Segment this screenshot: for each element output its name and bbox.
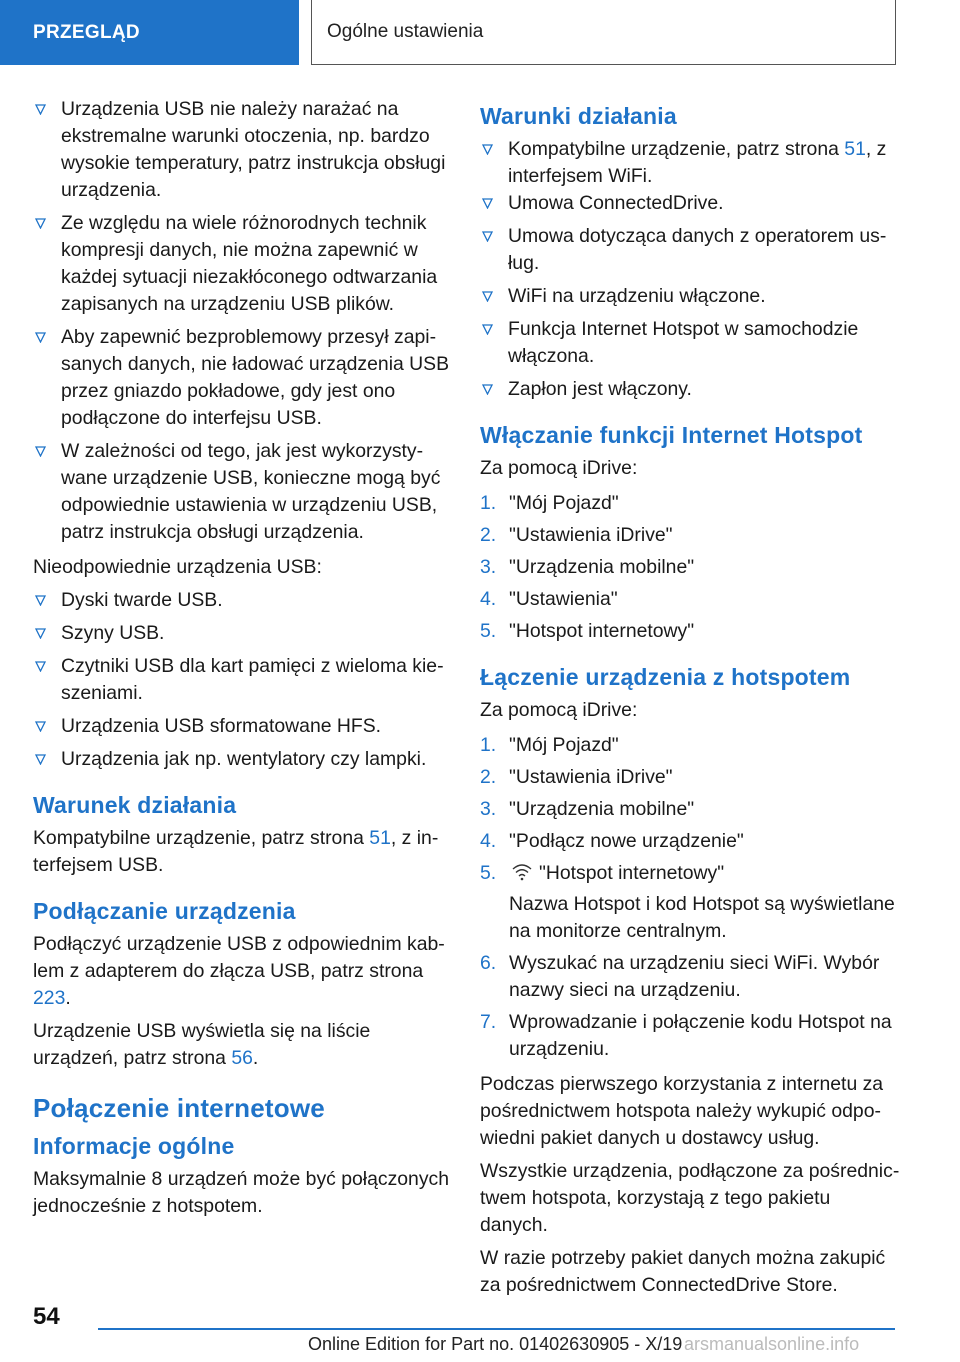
right-column [480,96,900,1305]
list-item-text: W zależności od tego, jak jest wykorzystywane urządzenie USB, konieczne mogą być odpowiednie ustawienia w urządzeniu USB, patrz instrukcja obsługi urządzenia. [61,440,441,543]
unsuitable-devices-label: Nieodpowiednie urządzenia USB: [33,556,322,578]
wifi-icon [511,863,533,881]
triangle-bullet-icon [35,595,46,606]
step-text: "Mój Pojazd" [509,734,619,756]
triangle-bullet-icon [35,218,46,229]
section-tab [0,0,299,65]
step-text: "Hotspot internetowy" [539,862,725,884]
page-link-56[interactable]: 56 [231,1047,253,1069]
cond-1-post: , z interfejsem WiFi. [508,138,887,187]
step-number: 2. [480,524,497,546]
list-item [480,223,900,277]
section-tab-label: PRZEGLĄD [33,21,140,43]
enable-steps [480,490,900,645]
topic-tab-label: Ogólne ustawienia [327,21,484,42]
connect-steps-later [480,950,900,1063]
list-item-text: Aby zapewnić bezproblemowy przesył zapisanych danych, nie ładować urządzenia USB przez gniazdo pokładowe, gdy jest ono podłączone do interfejsu USB. [61,326,450,429]
list-item [480,1009,900,1063]
display-text [33,1018,451,1072]
list-item-text: Urządzenia USB nie należy narażać na ekstremalne warunki otoczenia, np. bardzo wysokie temperatury, patrz instrukcja obsługi urządzenia. [61,98,446,201]
list-item [480,732,900,759]
list-item-text: Urządzenia jak np. wentylatory czy lampki. [61,748,427,770]
list-item [33,210,451,318]
triangle-bullet-icon [482,231,493,242]
para-data-package: Podczas pierwszego korzystania z internetu za pośrednictwem hotspota należy wykupić odpowiedni pakiet danych u dostawcy usług. [480,1073,884,1149]
list-item [33,746,451,773]
triangle-bullet-icon [482,324,493,335]
list-item [480,316,900,370]
general-info-text: Maksymalnie 8 urządzeń może być połączonych jednocześnie z hotspotem. [33,1168,450,1217]
list-item-text: Urządzenia USB sformatowane HFS. [61,715,382,737]
usb-notes-list [33,96,451,546]
list-item [480,283,900,310]
conditions-list-more [480,190,900,403]
unsuitable-devices-list [33,587,451,773]
connect-text-post: . [65,987,71,1009]
page-link-51-right[interactable]: 51 [844,138,866,160]
list-item-text: Zapłon jest włączony. [508,378,692,400]
cond-1-pre: Kompatybilne urządzenie, patrz strona [508,138,845,160]
connect-text-pre: Podłączyć urządzenie USB z odpowiednim kablem z adapterem do złącza USB, patrz strona [33,933,445,982]
list-item [480,618,900,645]
list-item [480,796,900,823]
connect-step-5 [480,860,900,945]
para-store: W razie potrzeby pakiet danych można zakupić za pośrednictwem ConnectedDrive Store. [480,1247,886,1296]
list-item [33,324,451,432]
triangle-bullet-icon [35,332,46,343]
topic-tab [311,0,896,65]
display-text-pre: Urządzenie USB wyświetla się na liście urządzeń, patrz strona [33,1020,371,1069]
page-link-223[interactable]: 223 [33,987,66,1009]
step-number: 4. [480,588,497,610]
footer-watermark: arsmanualsonline.info [684,1334,860,1354]
list-item [33,438,451,546]
heading-general-info: Informacje ogólne [33,1133,235,1159]
step-number: 1. [480,734,497,756]
footer-rule [98,1328,895,1330]
list-item-text: Umowa dotycząca danych z operatorem usług. [508,225,887,274]
list-item [480,764,900,791]
triangle-bullet-icon [35,446,46,457]
left-column [33,96,451,1226]
list-item [480,860,900,945]
triangle-bullet-icon [35,661,46,672]
triangle-bullet-icon [482,144,493,155]
step-text: Wyszukać na urządzeniu sieci WiFi. Wybór nazwy sieci na urządzeniu. [509,952,880,1001]
connect-steps [480,732,900,855]
triangle-bullet-icon [35,628,46,639]
step-text: "Hotspot internetowy" [509,620,695,642]
heading-connect-device: Łączenie urządzenia z hotspotem [480,664,851,690]
list-item [480,554,900,581]
step-number: 3. [480,556,497,578]
page-number: 54 [33,1303,60,1330]
step-text: "Urządzenia mobilne" [509,798,695,820]
list-item [33,96,451,204]
triangle-bullet-icon [482,291,493,302]
step-text: "Ustawienia iDrive" [509,766,673,788]
list-item [33,620,451,647]
triangle-bullet-icon [482,384,493,395]
condition-text [33,825,451,879]
step-5-note: Nazwa Hotspot i kod Hotspot są wyświetlane na monitorze centralnym. [509,893,895,942]
step-text: "Ustawienia" [509,588,618,610]
list-item [33,713,451,740]
list-item [480,950,900,1004]
step-text: Wprowadzanie i połączenie kodu Hotspot na urządzeniu. [509,1011,892,1060]
list-item-text: WiFi na urządzeniu włączone. [508,285,766,307]
step-number: 7. [480,1011,497,1033]
step-number: 5. [480,862,497,884]
step-number: 3. [480,798,497,820]
step-number: 2. [480,766,497,788]
heading-condition: Warunek działania [33,792,237,818]
page-link-51[interactable]: 51 [369,827,391,849]
list-item [480,490,900,517]
heading-enable-hotspot: Włączanie funkcji Internet Hotspot [480,422,863,448]
list-item [33,587,451,614]
step-text: "Podłącz nowe urządzenie" [509,830,744,852]
step-text: "Mój Pojazd" [509,492,619,514]
list-item-text: Ze względu na wiele różnorodnych technik kompresji danych, nie można zapewnić w każdej sytuacji niezakłóconego odtwarzania zapisanych na urządzeniu USB plików. [61,212,438,315]
heading-connecting: Podłączanie urządzenia [33,898,296,924]
list-item-text: Czytniki USB dla kart pamięci z wieloma kieszeniami. [61,655,444,704]
conditions-list [480,136,900,190]
step-number: 5. [480,620,497,642]
para-shared-package: Wszystkie urządzenia, podłączone za pośrednictwem hotspota, korzystają z tego pakietu danych. [480,1160,900,1236]
list-item [480,522,900,549]
display-text-post: . [252,1047,259,1069]
condition-text-post: , z interfejsem USB. [33,827,439,876]
idrive-label-2: Za pomocą iDrive: [480,699,638,721]
idrive-label-1: Za pomocą iDrive: [480,457,638,479]
list-item-text: Dyski twarde USB. [61,589,223,611]
heading-internet-connection: Połączenie internetowe [33,1093,325,1123]
list-item [480,376,900,403]
list-item-text: Szyny USB. [61,622,165,644]
triangle-bullet-icon [35,104,46,115]
list-item [480,136,900,190]
heading-conditions: Warunki działania [480,103,677,129]
footer-edition: Online Edition for Part no. 01402630905 - X/19 [308,1334,683,1354]
list-item [33,653,451,707]
list-item [480,190,900,217]
step-number: 4. [480,830,497,852]
connect-text [33,931,451,1012]
triangle-bullet-icon [35,754,46,765]
triangle-bullet-icon [35,721,46,732]
step-number: 1. [480,492,497,514]
step-number: 6. [480,952,497,974]
condition-text-pre: Kompatybilne urządzenie, patrz strona [33,827,370,849]
triangle-bullet-icon [482,198,493,209]
list-item [480,586,900,613]
step-text: "Urządzenia mobilne" [509,556,695,578]
list-item-text: Funkcja Internet Hotspot w samochodzie włączona. [508,318,859,367]
list-item-text: Umowa ConnectedDrive. [508,192,724,214]
step-text: "Ustawienia iDrive" [509,524,673,546]
list-item [480,828,900,855]
